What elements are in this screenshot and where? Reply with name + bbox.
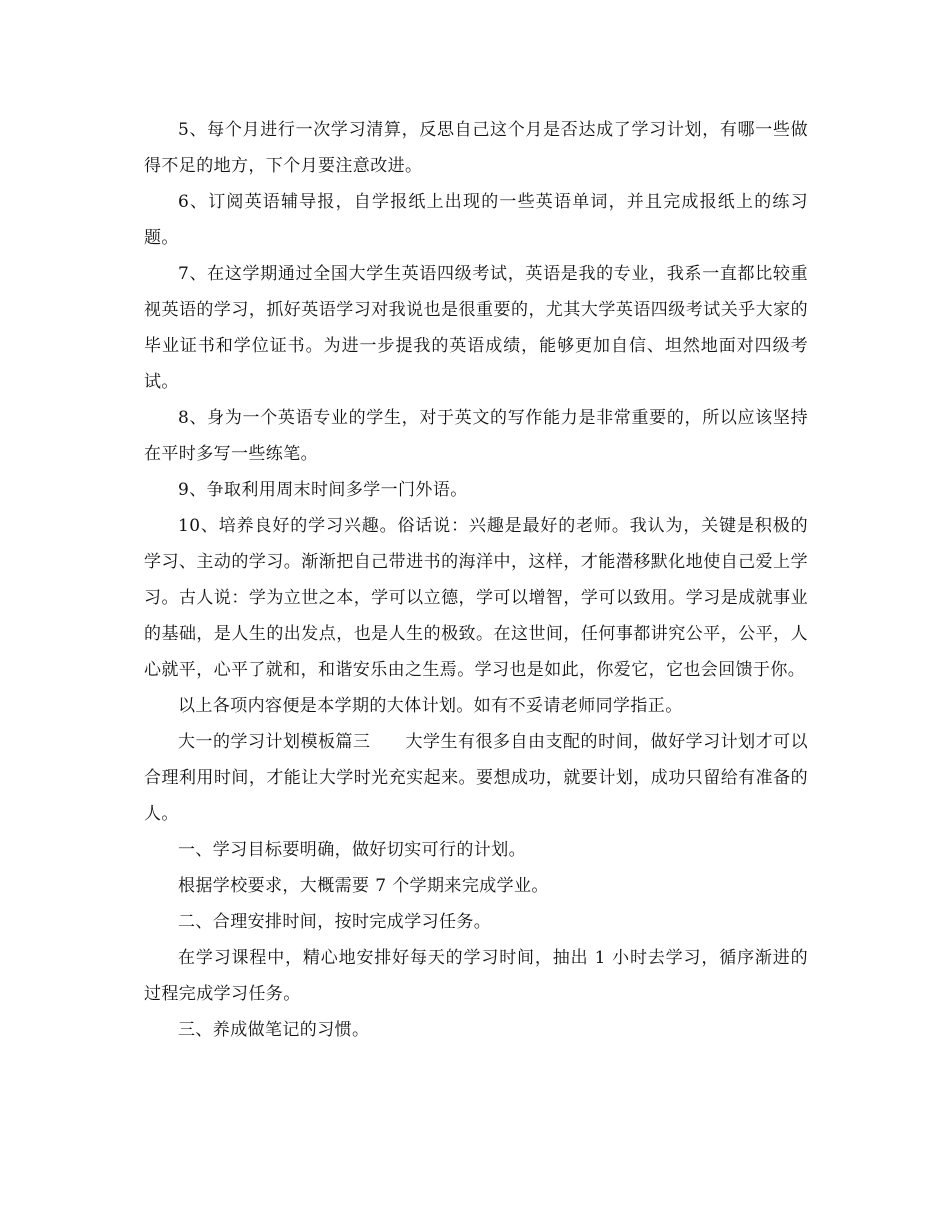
paragraph-heading-three: 三、养成做笔记的习惯。 — [178, 1020, 370, 1040]
paragraph-summary: 以上各项内容便是本学期的大体计划。如有不妥请老师同学指正。 — [178, 696, 683, 716]
paragraph-heading-one: 一、学习目标要明确，做好切实可行的计划。 — [178, 840, 526, 860]
paragraph-item-7: 7、在这学期通过全国大学生英语四级考试，英语是我的专业，我系一直都比较重视英语的学习，抓好英语学习对我说也是很重要的，尤其大学英语四级考试关乎大家的毕业证书和学位证书。为进一步提我的英语成绩，能够更加自信、坦然地面对四级考试。 — [144, 264, 808, 392]
paragraph-item-9: 9、争取利用周末时间多学一门外语。 — [178, 480, 468, 500]
paragraph-school-requirement: 根据学校要求，大概需要 7 个学期来完成学业。 — [178, 876, 549, 896]
paragraph-item-5: 5、每个月进行一次学习清算，反思自己这个月是否达成了学习计划，有哪一些做得不足的地方，下个月要注意改进。 — [144, 120, 808, 176]
paragraph-item-10: 10、培养良好的学习兴趣。俗话说：兴趣是最好的老师。我认为，关键是积极的学习、主动的学习。渐渐把自己带进书的海洋中，这样，才能潜移默化地使自己爱上学习。古人说：学为立世之本，学可以立德，学可以增智，学可以致用。学习是成就事业的基础，是人生的出发点，也是人生的极致。在这世间，任何事都讲究公平，公平，人心就平，心平了就和，和谐安乐由之生焉。学习也是如此，你爱它，它也会回馈于你。 — [144, 516, 808, 680]
document-body — [144, 112, 808, 1048]
paragraph-item-8: 8、身为一个英语专业的学生，对于英文的写作能力是非常重要的，所以应该坚持在平时多写一些练笔。 — [144, 408, 808, 464]
paragraph-study-schedule: 在学习课程中，精心地安排好每天的学习时间，抽出 1 小时去学习，循序渐进的过程完成学习任务。 — [144, 948, 808, 1004]
paragraph-item-6: 6、订阅英语辅导报，自学报纸上出现的一些英语单词，并且完成报纸上的练习题。 — [144, 192, 808, 248]
paragraph-template-three-intro: 大一的学习计划模板篇三 大学生有很多自由支配的时间，做好学习计划才可以合理利用时间，才能让大学时光充实起来。要想成功，就要计划，成功只留给有准备的人。 — [144, 732, 808, 824]
paragraph-heading-two: 二、合理安排时间，按时完成学习任务。 — [178, 912, 492, 932]
